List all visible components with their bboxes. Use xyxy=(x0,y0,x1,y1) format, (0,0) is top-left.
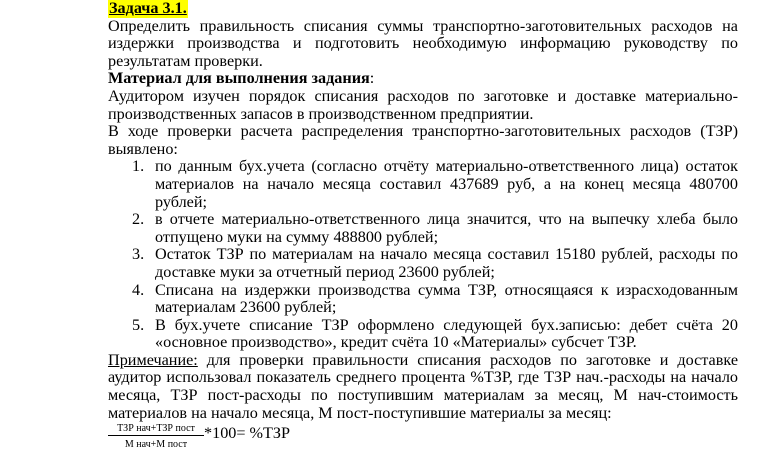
list-item xyxy=(108,317,738,352)
material-colon: : xyxy=(369,69,375,88)
intro-paragraph: Определить правильность списания суммы транспортно-заготовительных расходов на издержки производства и подготовить необходимую информацию руководству по результатам проверки. xyxy=(108,16,738,70)
material-heading: Материал для выполнения задания xyxy=(108,69,370,88)
list-item-text: Остаток ТЗР по материалам на начало месяца составил 15180 рублей, расходы по доставке муки за отчетный период 23600 рублей; xyxy=(155,245,738,281)
list-item xyxy=(108,158,738,211)
note-paragraph xyxy=(108,352,738,422)
list-item xyxy=(108,246,738,281)
formula-fraction xyxy=(108,423,204,450)
list-item-number: 2. xyxy=(132,210,145,229)
formula-result: *100= %ТЗР xyxy=(204,424,291,443)
note-text: для проверки правильности списания расходов по заготовке и доставке аудитор использовал показатель среднего процента %ТЗР, где ТЗР нач.-расходы на начало месяца, ТЗР пост-расходы по поступившим материалам за месяц, М нач-стоимость материалов на начало месяца, М пост-поступившие материалы за месяц: xyxy=(108,350,738,422)
audit-paragraph: Аудитором изучен порядок списания расходов по заготовке и доставке материально-производственных запасов в производственном предприятии. xyxy=(108,86,738,123)
note-label: Примечание: xyxy=(108,350,198,369)
list-item-text: в отчете материально-ответственного лица значится, что на выпечку хлеба было отпущено муки на сумму 488800 рублей; xyxy=(155,210,738,246)
list-item-number: 4. xyxy=(132,280,145,299)
list-item-text: В бух.учете списание ТЗР оформлено следующей бух.записью: дебет счёта 20 «основное производство», кредит счёта 10 «Материалы» субсчет ТЗР. xyxy=(155,315,738,352)
list-item-number: 1. xyxy=(132,157,145,176)
list-item-text: по данным бух.учета (согласно отчёту материально-ответственного лица) остаток материалов на начало месяца составил 437689 руб, а на конец месяца 480700 рублей; xyxy=(155,157,738,211)
list-item xyxy=(108,282,738,317)
list-item-text: Списана на издержки производства сумма ТЗР, относящаяся к израсходованным материалам 23600 рублей; xyxy=(155,280,738,317)
formula-denominator: М нач+М пост xyxy=(124,439,188,451)
document-page xyxy=(108,0,738,457)
material-heading-line xyxy=(108,70,738,88)
list-item-number: 3. xyxy=(132,245,145,264)
formula-numerator: ТЗР нач+ТЗР пост xyxy=(108,423,204,436)
list-item-number: 5. xyxy=(132,315,145,334)
task-title: Задача 3.1. xyxy=(109,0,187,17)
findings-list xyxy=(108,158,738,352)
formula xyxy=(108,423,738,457)
task-title-line xyxy=(108,0,738,18)
list-item xyxy=(108,211,738,246)
check-paragraph: В ходе проверки расчета распределения транспортно-заготовительных расходов (ТЗР) выявлено: xyxy=(108,122,738,158)
